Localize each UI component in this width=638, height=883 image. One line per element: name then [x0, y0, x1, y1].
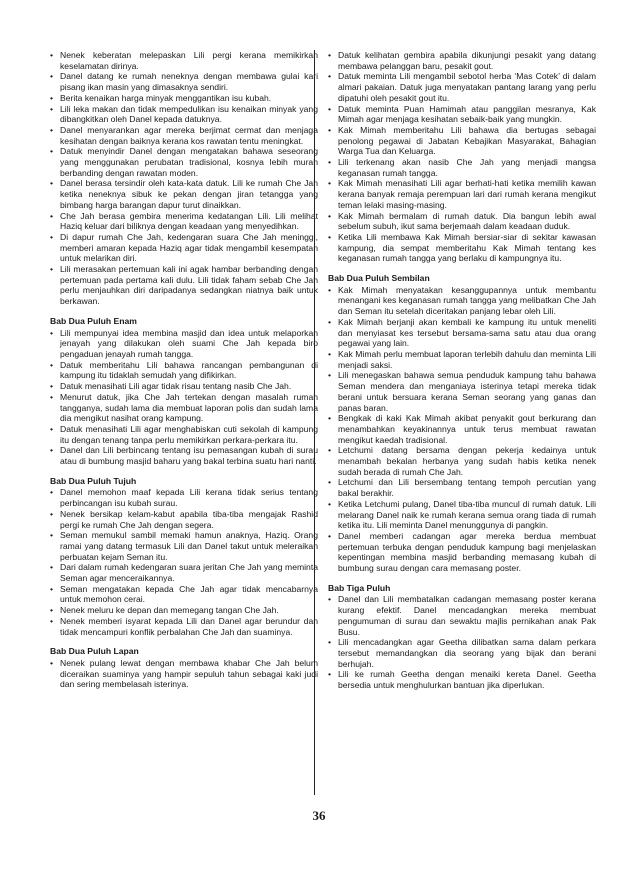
chapter-heading: Bab Dua Puluh Sembilan [328, 273, 430, 284]
left-column [50, 50, 318, 690]
summary-item: • Letchumi dan Lili bersembang tentang tempoh percutian yang bakal berakhir. [328, 477, 596, 498]
chapter-heading: Bab Dua Puluh Tujuh [50, 475, 137, 486]
chapter-summary-list [328, 594, 596, 690]
summary-item: • Danel menyarankan agar mereka berjimat cermat dan menjaga kesihatan dengan baiknya kerana kos rawatan tentu meningkat. [50, 125, 318, 146]
summary-item: • Kak Mimah memberitahu Lili bahawa dia bertugas sebagai penolong pegawai di Jabatan Kebajikan Masyarakat, Bahagian Warga Tua dan Keluarga. [328, 125, 596, 157]
summary-item: • Danel dan Lili membatalkan cadangan memasang poster kerana kurang efektif. Danel mencadangkan mereka membuat pengumuman di surau dan sewaktu majlis pernikahan anak Pak Busu. [328, 594, 596, 637]
summary-item: • Nenek keberatan melepaskan Lili pergi kerana memikirkan keselamatan dirinya. [50, 50, 318, 71]
summary-item: • Nenek meluru ke depan dan memegang tangan Che Jah. [50, 605, 318, 616]
right-column [328, 50, 596, 691]
summary-item: • Ketika Letchumi pulang, Danel tiba-tiba muncul di rumah datuk. Lili melarang Danel naik ke rumah kerana semua orang tiada di rumah ketika itu. Lili meminta Danel menunggunya di pangkin. [328, 499, 596, 531]
chapter-summary-list [50, 328, 318, 467]
summary-item: • Danel berasa tersindir oleh kata-kata datuk. Lili ke rumah Che Jah ketika neneknya sibuk ke pekan dengan jiran tetangga yang bimbang harga barangan dapur turut dinaikkan. [50, 178, 318, 210]
summary-item: • Berita kenaikan harga minyak menggantikan isu kubah. [50, 93, 318, 104]
summary-item: • Lili ke rumah Geetha dengan menaiki kereta Danel. Geetha bersedia untuk menghulurkan bantuan jika diperlukan. [328, 669, 596, 690]
left-sections [50, 316, 318, 690]
column-divider [314, 50, 315, 795]
left-intro-list [50, 50, 318, 307]
summary-item: • Danel memberi cadangan agar mereka berdua membuat pertemuan terbuka dengan penduduk kampung bagi menjelaskan kepentingan membina masjid berbanding memasang kubah di bumbung surau dengan cara memasang poster. [328, 531, 596, 574]
summary-item: • Kak Mimah bermalam di rumah datuk. Dia bangun lebih awal sebelum subuh, ikut sama berjemaah dalam keadaan duduk. [328, 211, 596, 232]
summary-item: • Datuk menasihati Lili agar menghabiskan cuti sekolah di kampung itu dengan tenang tanpa perlu memikirkan perkara-perkara itu. [50, 424, 318, 445]
summary-item: • Bengkak di kaki Kak Mimah akibat penyakit gout berkurang dan menambahkan keyakinannya untuk terus membuat rawatan mengikut kaedah tradisional. [328, 413, 596, 445]
right-sections [328, 273, 596, 691]
summary-item: • Seman memukul sambil memaki hamun anaknya, Haziq. Orang ramai yang datang termasuk Lili dan Danel takut untuk meleraikan perbuatan kejam Seman itu. [50, 530, 318, 562]
chapter-heading: Bab Dua Puluh Lapan [50, 646, 139, 657]
summary-item: • Dari dalam rumah kedengaran suara jeritan Che Jah yang meminta Seman agar menceraikannya. [50, 562, 318, 583]
chapter-heading: Bab Dua Puluh Enam [50, 315, 137, 326]
summary-item: • Datuk meminta Puan Hamimah atau panggilan mesranya, Kak Mimah agar menjaga kesihatan sebaik-baik yang mungkin. [328, 104, 596, 125]
summary-item: • Lili terkenang akan nasib Che Jah yang menjadi mangsa keganasan rumah tangga. [328, 157, 596, 178]
summary-item: • Lili mencadangkan agar Geetha dilibatkan sama dalam perkara tersebut memandangkan dia seorang yang bijak dan berani berhujah. [328, 637, 596, 669]
summary-item: • Kak Mimah perlu membuat laporan terlebih dahulu dan meminta Lili menjadi saksi. [328, 349, 596, 370]
summary-item: • Datuk kelihatan gembira apabila dikunjungi pesakit yang datang membawa pelanggan baru, pesakit gout. [328, 50, 596, 71]
summary-item: • Nenek memberi isyarat kepada Lili dan Danel agar berundur dan tidak mencampuri konflik perbalahan Che Jah dan suaminya. [50, 616, 318, 637]
summary-item: • Lili leka makan dan tidak mempedulikan isu kenaikan minyak yang dibangkitkan oleh Danel kepada datuknya. [50, 104, 318, 125]
summary-item: • Di dapur rumah Che Jah, kedengaran suara Che Jah meninggi, memberi amaran kepada Haziq agar tidak mengambil kesempatan untuk melarikan diri. [50, 232, 318, 264]
summary-item: • Seman mengatakan kepada Che Jah agar tidak mencabarnya untuk memohon cerai. [50, 584, 318, 605]
summary-item: • Lili menegaskan bahawa semua penduduk kampung tahu bahawa Seman mendera dan menganiaya isterinya tetapi mereka tidak berani untuk bersuara kerana Seman seorang yang ganas dan panas baran. [328, 370, 596, 413]
chapter-summary-list [328, 285, 596, 574]
summary-item: • Che Jah berasa gembira menerima kedatangan Lili. Lili melihat Haziq keluar dari biliknya dengan keadaan yang menyedihkan. [50, 211, 318, 232]
summary-item: • Letchumi datang bersama dengan pekerja kedainya untuk menambah bekalan herbanya yang sudah habis ketika nenek sudah berada di rumah Che Jah. [328, 445, 596, 477]
summary-item: • Danel dan Lili berbincang tentang isu pemasangan kubah di surau atau di bumbung masjid baharu yang bakal terbina suatu hari nanti. [50, 445, 318, 466]
summary-item: • Kak Mimah menyatakan kesanggupannya untuk membantu menangani kes keganasan rumah tangga yang melibatkan Che Jah dan Seman itu setelah diceritakan panjang lebar oleh Lili. [328, 285, 596, 317]
summary-item: • Datuk menasihati Lili agar tidak risau tentang nasib Che Jah. [50, 381, 318, 392]
summary-item: • Lili merasakan pertemuan kali ini agak hambar berbanding dengan pertemuan pada pertama kali dulu. Lili tidak faham sebab Che Jah perlu menjauhkan diri daripadanya sedangkan niatnya baik untuk berkawan. [50, 264, 318, 307]
summary-item: • Danel datang ke rumah neneknya dengan membawa gulai kari pisang ikan masin yang dimasaknya sendiri. [50, 71, 318, 92]
summary-item: • Kak Mimah menasihati Lili agar berhati-hati ketika memilih kawan kerana banyak remaja perempuan lari dari rumah kerana mengikut teman lelaki masing-masing. [328, 178, 596, 210]
summary-item: • Datuk menyindir Danel dengan mengatakan bahawa seseorang yang menggunakan perubatan tradisional, kosnya lebih murah berbanding dengan rawatan moden. [50, 146, 318, 178]
summary-item: • Menurut datuk, jika Che Jah tertekan dengan masalah rumah tangganya, sudah lama dia membuat laporan polis dan sudah lama dia mengikut nasihat orang kampung. [50, 392, 318, 424]
right-intro-list [328, 50, 596, 264]
chapter-heading: Bab Tiga Puluh [328, 582, 391, 593]
summary-item: • Nenek bersikap kelam-kabut apabila tiba-tiba mengajak Rashid pergi ke rumah Che Jah dengan segera. [50, 509, 318, 530]
summary-item: • Nenek pulang lewat dengan membawa khabar Che Jah belum diceraikan suaminya yang hampir sepuluh tahun sebagai kaki judi dan sering membelasah isterinya. [50, 658, 318, 690]
summary-item: • Ketika Lili membawa Kak Mimah bersiar-siar di sekitar kawasan kampung, dia sempat memberitahu Kak Mimah tentang kes keganasan rumah tangga yang berlaku di kampungnya itu. [328, 232, 596, 264]
chapter-summary-list [50, 658, 318, 690]
summary-item: • Danel memohon maaf kepada Lili kerana tidak serius tentang perbincangan isu kubah surau. [50, 487, 318, 508]
summary-item: • Kak Mimah berjanji akan kembali ke kampung itu untuk meneliti dan menyiasat kes tersebut bersama-sama satu atau dua orang pegawai yang lain. [328, 317, 596, 349]
chapter-summary-list [50, 487, 318, 637]
page-number: 36 [312, 808, 326, 823]
summary-item: • Datuk memberitahu Lili bahawa rancangan pembangunan di kampung itu tidaklah semudah yang difikirkan. [50, 360, 318, 381]
summary-item: • Lili mempunyai idea membina masjid dan idea untuk melaporkan jenayah yang dilakukan oleh suami Che Jah kepada biro pengaduan jenayah rumah tangga. [50, 328, 318, 360]
summary-item: • Datuk meminta Lili mengambil sebotol herba ‘Mas Cotek’ di dalam almari pakaian. Datuk juga menyatakan pantang larang yang perlu dipatuhi oleh pesakit gout itu. [328, 71, 596, 103]
